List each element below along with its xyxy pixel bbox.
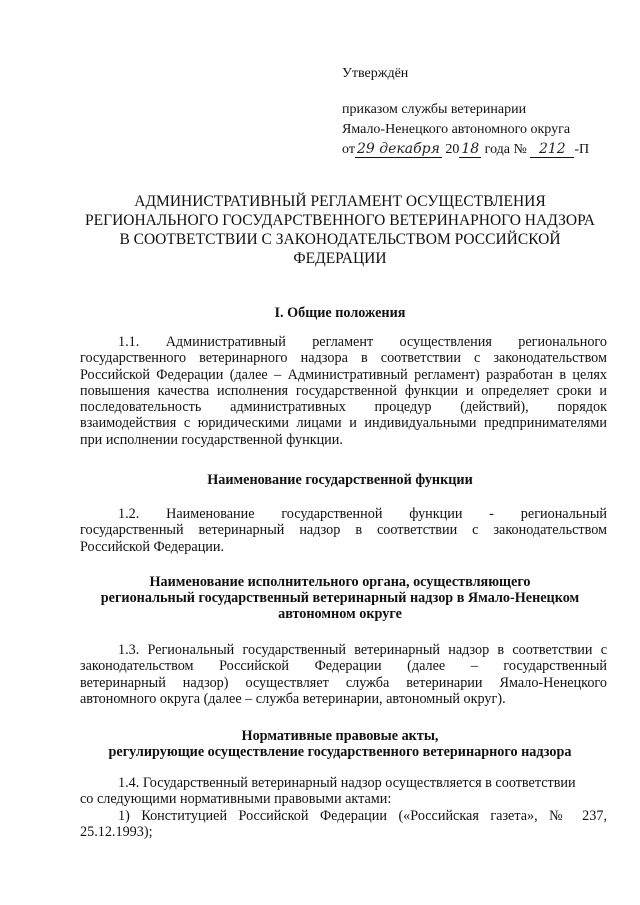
section-heading-line: региональный государственный ветеринарный надзор в Ямало-Ненецком [100,590,580,606]
order-date-line [342,140,589,160]
order-line-1: приказом службы ветеринарии [342,102,527,117]
paragraph-line: 1.2. Наименование государственной функции - региональный [118,506,607,522]
paragraph-line: 1) Конституцией Российской Федерации («Российская газета», № 237, [118,807,607,824]
order-line-2: Ямало-Ненецкого автономного округа [342,122,571,137]
paragraph-line: при исполнении государственной функции. [80,431,343,448]
section-heading-line: Нормативные правовые акты, [241,728,439,744]
paragraph-1-4 [80,775,607,840]
paragraph-1-2 [80,506,607,555]
title-line: В СООТВЕТСТВИИ С ЗАКОНОДАТЕЛЬСТВОМ РОССИЙСКОЙ [119,231,561,248]
section-heading-line: регулирующие осуществление государственного ветеринарного надзора [108,744,572,760]
section-2-heading [70,472,610,488]
section-3-heading [70,574,610,622]
title-line: АДМИНИСТРАТИВНЫЙ РЕГЛАМЕНТ ОСУЩЕСТВЛЕНИЯ [134,193,546,210]
paragraph-line: автономного округа (далее – служба ветеринарии, автономный округ). [80,690,506,707]
paragraph-line: Российской Федерации (далее – Административный регламент) разработан в целях [80,366,607,383]
number-suffix: -П [574,142,590,157]
paragraph-line: повышения качества исполнения государственной функции и определяет сроки и [80,382,607,399]
from-label: от [342,142,355,157]
paragraph-line: 25.12.1993); [80,823,153,840]
paragraph-line: государственного ветеринарного надзора в соответствии с законодательством [80,350,607,367]
title-line: ФЕДЕРАЦИИ [293,250,387,267]
section-heading-line: Наименование исполнительного органа, осуществляющего [149,574,531,590]
section-4-heading [70,728,610,760]
paragraph-line: 1.1. Административный регламент осуществления регионального [118,334,607,350]
paragraph-line: 1.4. Государственный ветеринарный надзор осуществляется в соответствии [118,775,576,791]
document-title [70,192,610,268]
paragraph-1-1 [80,334,607,448]
paragraph-1-3 [80,642,607,707]
year-prefix: 20 [445,142,460,157]
section-1-heading [70,305,610,321]
paragraph-line: последовательность административных процедур (действий), порядок [80,399,607,416]
year-word: года № [484,142,527,157]
approved-label: Утверждён [342,66,409,81]
section-heading-text: Наименование государственной функции [207,472,473,488]
handwritten-order-number: 212 [530,142,574,158]
section-heading-line: автономном округе [278,606,402,622]
paragraph-line: 1.3. Региональный государственный ветеринарный надзор в соответствии с [118,642,607,658]
paragraph-line: ветеринарный надзор) осуществляет служба ветеринарии Ямало-Ненецкого [80,674,607,691]
handwritten-year: 18 [461,141,480,157]
paragraph-line: законодательством Российской Федерации (далее – государственный [80,658,607,675]
paragraph-line: государственный ветеринарный надзор в соответствии с законодательством [80,522,607,539]
paragraph-line: взаимодействия с юридическими лицами и индивидуальными предпринимателями [80,415,607,432]
approval-block [342,64,589,160]
paragraph-line: со следующими нормативными правовыми актами: [80,791,392,808]
paragraph-line: Российской Федерации. [80,538,225,555]
handwritten-date: 29 декабря [356,141,440,157]
section-heading-text: I. Общие положения [274,305,406,321]
title-line: РЕГИОНАЛЬНОГО ГОСУДАРСТВЕННОГО ВЕТЕРИНАРНОГО НАДЗОРА [85,212,595,229]
